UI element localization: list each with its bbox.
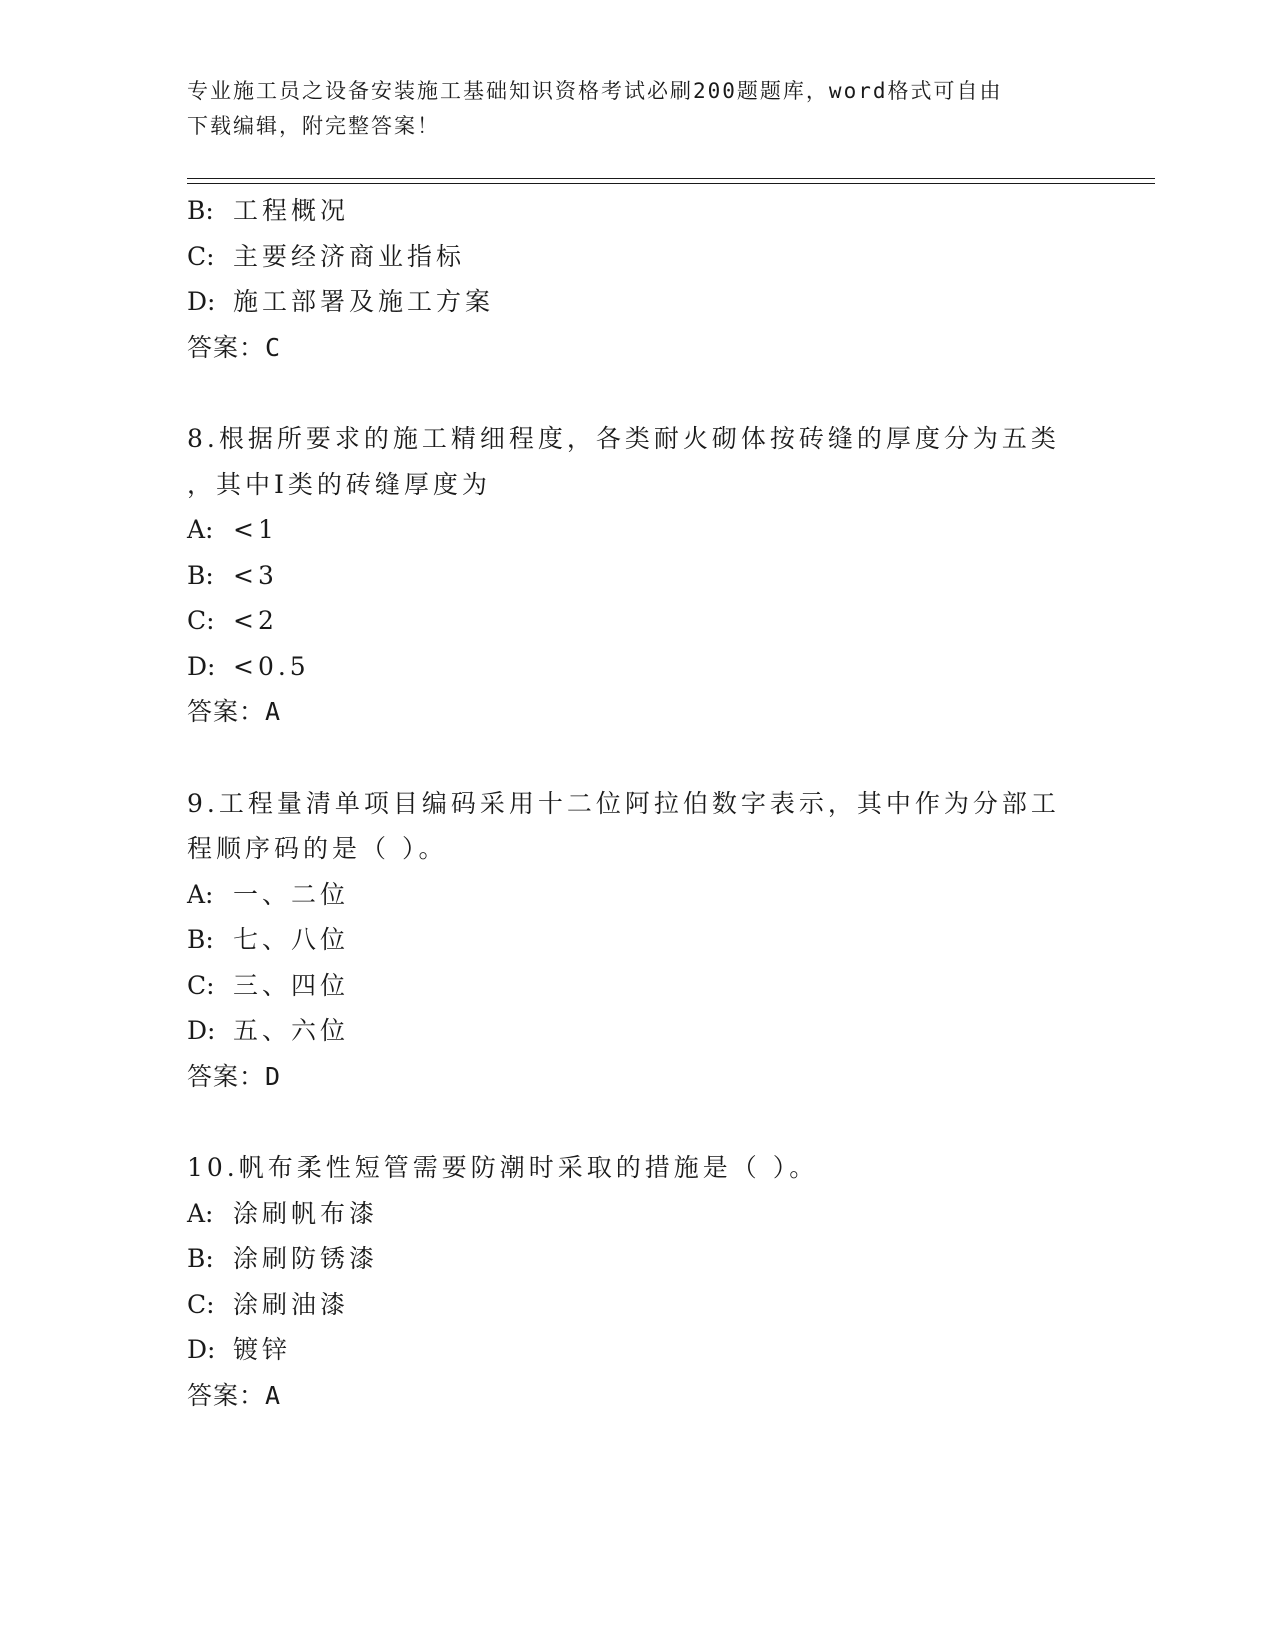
option-b: B: 涂刷防锈漆 xyxy=(187,1244,379,1273)
answer: 答案：C xyxy=(187,332,282,362)
option-a: A: <1 xyxy=(187,515,278,544)
option-d: D: 镀锌 xyxy=(187,1335,292,1364)
question-8 xyxy=(187,416,1087,735)
spacer xyxy=(187,370,1087,416)
question-stem-continued: 程顺序码的是（ ）。 xyxy=(187,834,448,863)
question-stem: 10.帆布柔性短管需要防潮时采取的措施是（ ）。 xyxy=(187,1153,819,1182)
option-c: C: 三、四位 xyxy=(187,970,350,1000)
option-c: C: 涂刷油漆 xyxy=(187,1289,350,1319)
option-c: C: 主要经济商业指标 xyxy=(187,241,466,271)
answer: 答案：A xyxy=(187,1380,282,1410)
question-stem: 9.工程量清单项目编码采用十二位阿拉伯数字表示，其中作为分部工 xyxy=(187,788,1060,818)
option-a: A: 涂刷帆布漆 xyxy=(187,1198,379,1228)
option-a: A: 一、二位 xyxy=(187,879,350,909)
option-d: D: 五、六位 xyxy=(187,1016,350,1045)
question-stem-continued: ，其中Ⅰ类的砖缝厚度为 xyxy=(187,469,491,499)
page-header xyxy=(187,74,1067,144)
question-7 xyxy=(187,188,1087,370)
option-d: D: <0.5 xyxy=(187,651,310,681)
question-9 xyxy=(187,781,1087,1100)
header-line-2: 下载编辑，附完整答案！ xyxy=(187,114,440,138)
answer: 答案：D xyxy=(187,1061,282,1091)
option-b: B: 七、八位 xyxy=(187,925,350,954)
spacer xyxy=(187,1099,1087,1145)
header-divider xyxy=(187,178,1155,184)
option-c: C: <2 xyxy=(187,606,278,635)
document-body xyxy=(187,188,1087,1418)
option-d: D: 施工部署及施工方案 xyxy=(187,287,495,316)
question-stem: 8.根据所要求的施工精细程度，各类耐火砌体按砖缝的厚度分为五类 xyxy=(187,424,1060,453)
option-b: B: 工程概况 xyxy=(187,196,350,225)
question-10 xyxy=(187,1145,1087,1418)
header-line-1: 专业施工员之设备安装施工基础知识资格考试必刷200题题库，word格式可自由 xyxy=(187,79,1003,103)
option-b: B: <3 xyxy=(187,560,278,590)
spacer xyxy=(187,735,1087,781)
answer: 答案：A xyxy=(187,697,282,726)
